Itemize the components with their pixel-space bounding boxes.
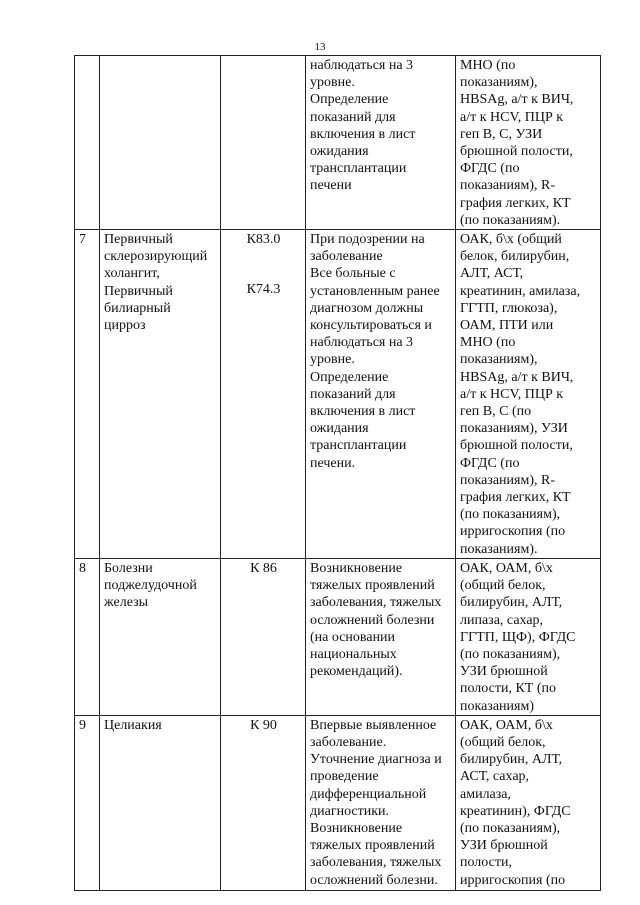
row-number-cell <box>75 56 100 230</box>
criteria-cell <box>306 715 456 890</box>
icd-code: К 90 <box>250 717 277 733</box>
row-number: 9 <box>79 717 86 733</box>
exams-line: показаниям), R- <box>460 472 555 488</box>
exams-line: полости, КТ (по <box>460 681 557 697</box>
exams-line: HBSAg, а/т к ВИЧ, <box>460 369 574 385</box>
icd-code-cell <box>221 230 306 559</box>
disease-line: Первичный <box>104 232 173 248</box>
exams-line: показаниям) <box>460 698 534 714</box>
criteria-line: проведение <box>310 769 379 785</box>
criteria-line: установленным ранее <box>310 283 440 299</box>
exams-line: билирубин, АЛТ, <box>460 752 563 768</box>
criteria-line: рекомендаций). <box>310 664 403 680</box>
icd-code-cell <box>221 56 306 230</box>
icd-code-cell <box>221 558 306 715</box>
disease-line: Болезни <box>104 560 153 576</box>
exams-line: УЗИ брюшной <box>460 838 548 854</box>
exams-cell <box>456 558 601 715</box>
exams-line: графия легких, КТ <box>460 490 571 506</box>
criteria-line: печени. <box>310 455 356 471</box>
criteria-line: диагнозом должны <box>310 300 424 316</box>
exams-line: ОАК, б\х (общий <box>460 232 562 248</box>
row-number-cell <box>75 715 100 890</box>
icd-code-cell <box>221 715 306 890</box>
disease-line: железы <box>104 595 149 611</box>
criteria-line: заболевание. <box>310 734 387 750</box>
criteria-line: включения в лист <box>310 404 416 420</box>
disease-cell <box>100 715 221 890</box>
exams-line: АЛТ, АСТ, <box>460 266 524 282</box>
exams-line: показаниям). <box>460 541 538 557</box>
disease-cell <box>100 558 221 715</box>
criteria-line: трансплантации <box>310 161 407 177</box>
exams-line: ирригоскопия (по <box>460 524 566 540</box>
exams-line: (по показаниям), <box>460 507 561 523</box>
criteria-line: Возникновение <box>310 820 403 836</box>
exams-line: HBSAg, а/т к ВИЧ, <box>460 92 574 108</box>
exams-cell <box>456 230 601 559</box>
exams-line: МНО (по <box>460 335 516 351</box>
criteria-cell <box>306 558 456 715</box>
row-number: 7 <box>79 232 86 248</box>
criteria-line: консультироваться и <box>310 318 432 334</box>
disease-line: Целиакия <box>104 717 162 733</box>
exams-line: ОАМ, ПТИ или <box>460 318 554 334</box>
exams-line: креатинин), ФГДС <box>460 803 571 819</box>
criteria-line: заболевания, тяжелых <box>310 855 442 871</box>
criteria-line: Уточнение диагноза и <box>310 752 442 768</box>
criteria-line: Впервые выявленное <box>310 717 437 733</box>
criteria-line: показаний для <box>310 386 396 402</box>
exams-line: ГГТП, ЩФ), ФГДС <box>460 629 576 645</box>
exams-line: амилаза, <box>460 786 512 802</box>
disease-line: Первичный <box>104 283 173 299</box>
criteria-line: диагностики. <box>310 803 390 819</box>
criteria-line: уровне. <box>310 352 355 368</box>
disease-line: холангит, <box>104 266 160 282</box>
exams-line: графия легких, КТ <box>460 195 571 211</box>
criteria-line: трансплантации <box>310 438 407 454</box>
disease-line: поджелудочной <box>104 578 197 594</box>
exams-line: а/т к HCV, ПЦР к <box>460 386 564 402</box>
criteria-line: ожидания <box>310 144 369 160</box>
criteria-line: включения в лист <box>310 126 416 142</box>
exams-line: геп В, С (по <box>460 404 532 420</box>
criteria-line: наблюдаться на 3 <box>310 58 414 73</box>
criteria-line: Определение <box>310 92 389 108</box>
criteria-line: Все больные с <box>310 266 396 282</box>
criteria-line: (на основании <box>310 629 396 645</box>
exams-line: показаниям), <box>460 75 538 91</box>
criteria-line: заболевание <box>310 249 383 265</box>
exams-cell <box>456 56 601 230</box>
exams-line: МНО (по <box>460 58 516 73</box>
exams-line: (общий белок, <box>460 734 546 750</box>
exams-line: а/т к HCV, ПЦР к <box>460 109 564 125</box>
disease-line: склерозирующий <box>104 249 208 265</box>
row-number-cell <box>75 230 100 559</box>
criteria-cell <box>306 230 456 559</box>
criteria-cell <box>306 56 456 230</box>
exams-line: креатинин, амилаза, <box>460 283 581 299</box>
exams-line: показаниям), УЗИ <box>460 421 568 437</box>
icd-code: К 86 <box>250 560 277 576</box>
icd-code: К83.0 <box>246 232 281 248</box>
page-number: 13 <box>314 41 326 53</box>
criteria-line: показаний для <box>310 109 396 125</box>
criteria-line: ожидания <box>310 421 369 437</box>
exams-line: брюшной полости, <box>460 438 573 454</box>
exams-line: (общий белок, <box>460 578 546 594</box>
exams-line: геп В, С, УЗИ <box>460 126 543 142</box>
disease-cell <box>100 230 221 559</box>
disease-line: билиарный <box>104 300 171 316</box>
exams-line: АСТ, сахар, <box>460 769 530 785</box>
row-number-cell <box>75 558 100 715</box>
disease-cell <box>100 56 221 230</box>
exams-line: липаза, сахар, <box>460 612 544 628</box>
table-row <box>75 56 601 230</box>
criteria-line: осложнений болезни <box>310 612 435 628</box>
exams-line: ФГДС (по <box>460 161 520 177</box>
criteria-line: печени <box>310 178 352 194</box>
exams-line: (по показаниям). <box>460 212 561 228</box>
exams-line: (по показаниям), <box>460 646 561 662</box>
criteria-line: заболевания, тяжелых <box>310 595 442 611</box>
exams-line: билирубин, АЛТ, <box>460 595 563 611</box>
criteria-line: наблюдаться на 3 <box>310 335 414 351</box>
disease-line: цирроз <box>104 318 146 334</box>
criteria-line: национальных <box>310 646 397 662</box>
exams-line: брюшной полости, <box>460 144 573 160</box>
criteria-line: тяжелых проявлений <box>310 578 435 594</box>
exams-line: ФГДС (по <box>460 455 520 471</box>
exams-cell <box>456 715 601 890</box>
exams-line: ОАК, ОАМ, б\х <box>460 717 553 733</box>
criteria-line: тяжелых проявлений <box>310 838 435 854</box>
table-row <box>75 558 601 715</box>
exams-line: полости, <box>460 855 512 871</box>
criteria-line: Определение <box>310 369 389 385</box>
exams-line: ОАК, ОАМ, б\х <box>460 560 553 576</box>
criteria-line: Возникновение <box>310 560 403 576</box>
criteria-line: осложнений болезни. <box>310 872 438 888</box>
table-row <box>75 715 601 890</box>
criteria-line: дифференциальной <box>310 786 427 802</box>
criteria-line: При подозрении на <box>310 232 425 248</box>
exams-line: (по показаниям), <box>460 820 561 836</box>
row-number: 8 <box>79 560 86 576</box>
clinical-table <box>74 55 601 891</box>
icd-code: К74.3 <box>246 282 281 298</box>
table-row <box>75 230 601 559</box>
exams-line: показаниям), R- <box>460 178 555 194</box>
exams-line: белок, билирубин, <box>460 249 570 265</box>
exams-line: ирригоскопия (по <box>460 872 566 888</box>
exams-line: ГГТП, глюкоза), <box>460 300 558 316</box>
exams-line: показаниям), <box>460 352 538 368</box>
criteria-line: уровне. <box>310 75 355 91</box>
exams-line: УЗИ брюшной <box>460 664 548 680</box>
